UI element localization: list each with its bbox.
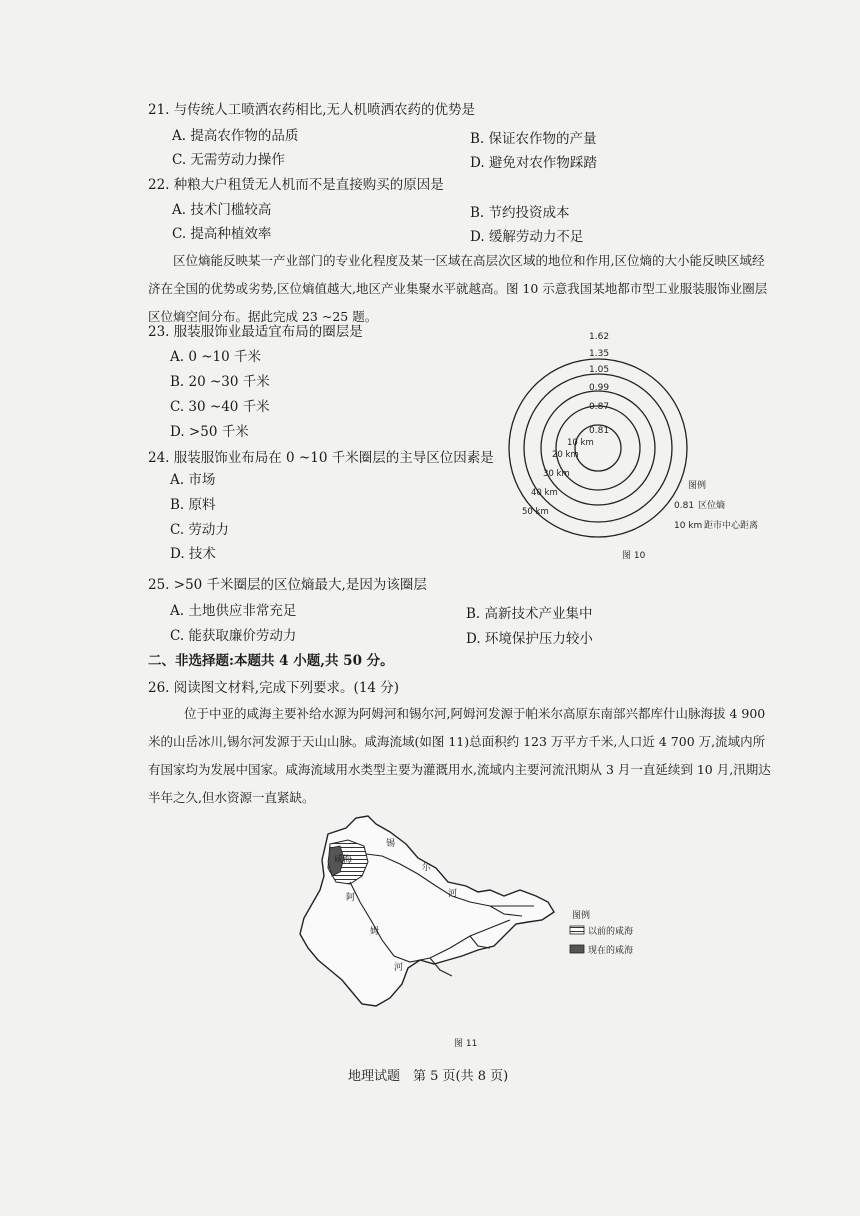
- distance-label: 40 km: [531, 488, 558, 498]
- q21-option-b: B. 保证农作物的产量: [470, 131, 597, 147]
- q24-option-d: D. 技术: [170, 546, 216, 562]
- q21-option-a: A. 提高农作物的品质: [172, 128, 299, 144]
- q21-option-d: D. 避免对农作物踩踏: [470, 155, 597, 171]
- q23-option-d: D. >50 千米: [170, 424, 249, 440]
- intro-paragraph: 区位熵能反映某一产业部门的专业化程度及某一区域在高层次区域的地位和作用,区位熵的大小能反映区域经济在全国的优势或劣势,区位熵值越大,地区产业集聚水平就越高。图 10 示意我国某地都市型工业服装服饰业圈层区位熵空间分布。据此完成 23 ~25 题。: [148, 253, 768, 324]
- q22-option-a: A. 技术门槛较高: [172, 202, 272, 218]
- q23-stem: 23. 服装服饰业最适宜布局的圈层是: [148, 324, 363, 340]
- aral-sea-label: 咸海: [334, 855, 353, 865]
- legend-distance-desc: 距市中心距离: [704, 521, 759, 531]
- q24-stem: 24. 服装服饰业布局在 0 ~10 千米圈层的主导区位因素是: [148, 450, 494, 466]
- amu-darya-label: 阿: [346, 893, 356, 903]
- q26-stem: 26. 阅读图文材料,完成下列要求。(14 分): [148, 680, 400, 696]
- syr-darya-label: 尔: [422, 863, 432, 873]
- legend-value-sample: 0.81: [674, 501, 695, 511]
- q23-option-a: A. 0 ~10 千米: [170, 349, 261, 365]
- q22-option-b: B. 节约投资成本: [470, 205, 570, 221]
- distance-label: 10 km: [567, 438, 594, 448]
- q23-option-b: B. 20 ~30 千米: [170, 374, 270, 390]
- q25-option-b: B. 高新技术产业集中: [466, 606, 593, 622]
- legend-title: 图例: [688, 481, 707, 491]
- q21-option-c: C. 无需劳动力操作: [172, 152, 285, 168]
- q24-option-c: C. 劳动力: [170, 522, 229, 538]
- ring-40km: [524, 374, 672, 522]
- figure-caption: 图 10: [622, 551, 646, 561]
- figure-10-diagram: [490, 320, 790, 570]
- syr-darya-label: 锡: [386, 839, 396, 849]
- legend-distance-sample: 10 km: [674, 521, 703, 531]
- figure-caption: 图 11: [454, 1039, 478, 1049]
- q25-option-d: D. 环境保护压力较小: [466, 631, 593, 647]
- value-label: 1.35: [589, 349, 610, 359]
- value-label: 0.87: [589, 402, 610, 412]
- page-footer: 地理试题 第 5 页(共 8 页): [348, 1069, 509, 1084]
- legend-current-label: 现在的咸海: [588, 946, 634, 956]
- amu-darya-label: 河: [394, 963, 404, 973]
- q22-stem: 22. 种粮大户租赁无人机而不是直接购买的原因是: [148, 177, 444, 193]
- q22-option-c: C. 提高种植效率: [172, 226, 272, 242]
- q21-stem: 21. 与传统人工喷洒农药相比,无人机喷洒农药的优势是: [148, 102, 476, 118]
- value-label: 0.99: [589, 383, 610, 393]
- q26-material: 位于中亚的咸海主要补给水源为阿姆河和锡尔河,阿姆河发源于帕米尔高原东南部兴都库什山脉海拔 4 900 米的山岳冰川,锡尔河发源于天山山脉。咸海流域(如图 11)总面积约 123 万平方千米,人口近 4 700 万,流域内所有国家均为发展中国家。咸海流域用水类型主要为灌溉用水,流域内主要河流汛期从 3 月一直延续到 10 月,汛期达半年之久,但水资源一直紧缺。: [148, 706, 771, 805]
- distance-label: 30 km: [543, 469, 570, 479]
- legend-value-desc: 区位熵: [698, 501, 726, 511]
- distance-label: 20 km: [552, 450, 579, 460]
- syr-darya-label: 河: [448, 889, 458, 899]
- legend-swatch-current: [570, 945, 584, 953]
- q22-option-d: D. 缓解劳动力不足: [470, 229, 584, 245]
- q23-option-c: C. 30 ~40 千米: [170, 399, 270, 415]
- q24-option-a: A. 市场: [170, 472, 216, 488]
- amu-darya-label: 姆: [370, 927, 380, 937]
- value-label: 0.81: [589, 426, 610, 436]
- legend-former-label: 以前的咸海: [588, 927, 634, 937]
- value-label: 1.62: [589, 332, 610, 342]
- distance-label: 50 km: [522, 507, 549, 517]
- q25-stem: 25. >50 千米圈层的区位熵最大,是因为该圈层: [148, 577, 427, 593]
- q25-option-c: C. 能获取廉价劳动力: [170, 628, 297, 644]
- q25-option-a: A. 土地供应非常充足: [170, 603, 297, 619]
- legend-swatch-former: [570, 926, 584, 934]
- section-heading: 二、非选择题:本题共 4 小题,共 50 分。: [148, 653, 394, 669]
- value-label: 1.05: [589, 365, 610, 375]
- legend-title: 图例: [572, 911, 591, 921]
- q24-option-b: B. 原料: [170, 497, 216, 513]
- figure-11-map: [290, 810, 670, 1058]
